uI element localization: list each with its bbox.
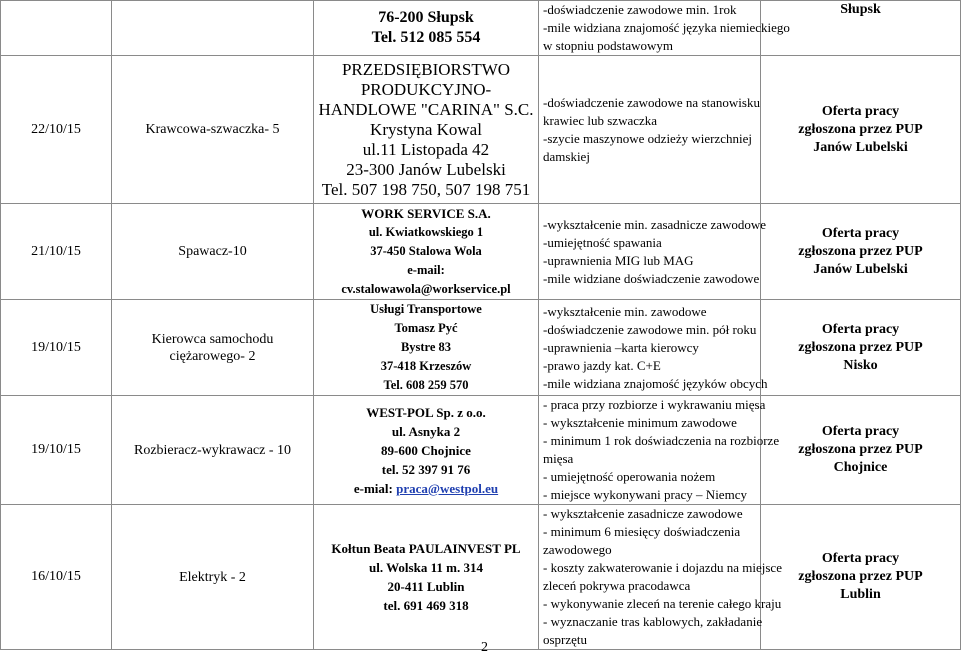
source-line: Oferta pracy <box>821 424 900 439</box>
position-name: Krawcowa-szwaczka- 5 <box>145 122 280 137</box>
position-cell <box>112 300 314 396</box>
source-cell <box>761 505 961 650</box>
requirement-line: - minimum 6 miesięcy doświadczenia <box>543 524 741 539</box>
employer-line: tel. 691 469 318 <box>383 598 469 613</box>
position-name: Elektryk - 2 <box>179 569 246 585</box>
requirement-line: krawiec lub szwaczka <box>543 112 658 128</box>
position-cell <box>112 505 314 650</box>
employer-cell <box>314 505 539 650</box>
source-line: Oferta pracy <box>821 551 900 566</box>
requirement-line: mięsa <box>543 451 574 466</box>
employer-line: ul.11 Listopada 42 <box>362 139 490 159</box>
employer-line: Kołtun Beata PAULAINVEST PL <box>331 541 521 556</box>
position-name: Kierowca samochodu <box>151 331 274 347</box>
requirements-cell <box>539 505 782 650</box>
requirement-line: -umiejętność spawania <box>543 234 662 250</box>
source-line: zgłoszona przez PUP <box>798 339 923 355</box>
requirements-cell <box>539 300 768 396</box>
source-line: Oferta pracy <box>821 225 900 241</box>
source-line: Chojnice <box>833 460 888 475</box>
employer-line: 37-450 Stalowa Wola <box>370 244 482 258</box>
requirement-line: -doświadczenie zawodowe na stanowisku <box>543 94 760 110</box>
requirements-cell <box>539 396 780 505</box>
requirement-line: -prawo jazdy kat. C+E <box>543 357 661 373</box>
employer-cell <box>314 56 539 204</box>
requirement-line: -uprawnienia –karta kierowcy <box>543 339 699 355</box>
position-cell <box>112 204 314 300</box>
requirement-line: -mile widziana znajomość języka niemieckiego <box>543 20 790 35</box>
requirement-line: -wykształcenie min. zasadnicze zawodowe <box>543 216 767 232</box>
requirement-line: w stopniu podstawowym <box>543 38 673 53</box>
table-row <box>1 396 961 505</box>
source-cell <box>761 1 961 56</box>
employer-line: tel. 52 397 91 76 <box>381 461 471 477</box>
employer-line: PRODUKCYJNO- <box>360 79 492 99</box>
employer-line: PRZEDSIĘBIORSTWO <box>341 59 511 79</box>
date-cell: 21/10/15 <box>1 204 112 300</box>
employer-line: ul. Asnyka 2 <box>391 423 461 439</box>
source-line: zgłoszona przez PUP <box>798 569 923 584</box>
source-line: zgłoszona przez PUP <box>798 442 923 457</box>
requirements-cell <box>539 204 767 300</box>
employer-cell <box>314 300 539 396</box>
source-line: Oferta pracy <box>821 103 900 119</box>
page-number: 2 <box>481 640 488 655</box>
requirement-line: - wykonywanie zleceń na terenie całego kraju <box>543 596 782 611</box>
source-line: Oferta pracy <box>821 321 900 337</box>
requirement-line: zawodowego <box>543 542 612 557</box>
employer-line: 37-418 Krzeszów <box>380 359 472 373</box>
employer-email-link[interactable]: praca@westpol.eu <box>396 480 499 496</box>
requirement-line: -doświadczenie zawodowe min. pół roku <box>543 321 757 337</box>
source-line: Nisko <box>843 357 878 373</box>
employer-line: Tomasz Pyć <box>394 321 458 335</box>
source-cell <box>761 300 961 396</box>
requirement-line: -mile widziana znajomość języków obcych <box>543 375 768 391</box>
position-name: Spawacz-10 <box>178 244 247 259</box>
employer-line: Usługi Transportowe <box>370 302 482 316</box>
date-cell: 19/10/15 <box>1 300 112 396</box>
requirement-line: - wykształcenie zasadnicze zawodowe <box>543 506 743 521</box>
source-cell <box>761 56 961 204</box>
requirement-line: zleceń pokrywa pracodawca <box>543 578 691 593</box>
employer-email-label: e-mial: <box>353 480 397 496</box>
source-line: zgłoszona przez PUP <box>798 243 923 259</box>
employer-line: 89-600 Chojnice <box>381 442 471 458</box>
employer-line: Krystyna Kowal <box>370 119 482 139</box>
employer-line: e-mail: <box>407 263 445 277</box>
requirement-line: - praca przy rozbiorze i wykrawaniu mięsa <box>543 397 766 412</box>
date-cell: 16/10/15 <box>1 505 112 650</box>
position-cell <box>112 396 314 505</box>
requirement-line: osprzętu <box>543 632 588 647</box>
requirement-line: - miejsce wykonywani pracy – Niemcy <box>543 487 747 502</box>
requirements-cell <box>539 1 790 56</box>
requirement-line: -wykształcenie min. zawodowe <box>543 303 707 319</box>
employer-cell <box>314 396 539 505</box>
employer-line: Tel. 512 085 554 <box>371 29 481 46</box>
employer-line: WEST-POL Sp. z o.o. <box>366 404 486 420</box>
requirement-line: - minimum 1 rok doświadczenia na rozbiorze <box>543 433 780 448</box>
employer-line: Tel. 507 198 750, 507 198 751 <box>321 179 531 199</box>
table-row <box>1 1 961 56</box>
requirement-line: -uprawnienia MIG lub MAG <box>543 252 694 268</box>
employer-cell <box>314 1 539 56</box>
employer-line: cv.stalowawola@workservice.pl <box>341 282 511 296</box>
table-row <box>1 300 961 396</box>
date-cell <box>1 1 112 56</box>
requirement-line: - wykształcenie minimum zawodowe <box>543 415 737 430</box>
source-cell <box>761 204 961 300</box>
position-cell <box>112 1 314 56</box>
source-line: Janów Lubelski <box>813 261 908 277</box>
table-row <box>1 505 961 650</box>
employer-line: Tel. 608 259 570 <box>383 378 469 392</box>
employer-line: ul. Kwiatkowskiego 1 <box>368 225 484 239</box>
position-name: ciężarowego- 2 <box>169 348 256 364</box>
employer-line: WORK SERVICE S.A. <box>361 206 491 221</box>
source-line: Lublin <box>840 587 881 602</box>
employer-line: Bystre 83 <box>400 340 452 354</box>
source-cell <box>761 396 961 505</box>
employer-line: HANDLOWE "CARINA" S.C. <box>318 99 534 119</box>
requirement-line: -doświadczenie zawodowe min. 1rok <box>543 2 737 17</box>
requirement-line: - koszty zakwaterowanie i dojazdu na miejsce <box>543 560 782 575</box>
date-cell: 19/10/15 <box>1 396 112 505</box>
employer-line: 23-300 Janów Lubelski <box>346 159 506 179</box>
requirement-line: -szycie maszynowe odzieży wierzchniej <box>543 130 752 146</box>
requirement-line: - wyznaczanie tras kablowych, zakładanie <box>543 614 763 629</box>
requirement-line: damskiej <box>543 148 590 164</box>
employer-line: 20-411 Lublin <box>387 579 465 594</box>
employer-line: ul. Wolska 11 m. 314 <box>369 560 483 575</box>
requirements-cell <box>539 56 761 204</box>
position-name: Rozbieracz-wykrawacz - 10 <box>133 442 292 458</box>
date-cell: 22/10/15 <box>1 56 112 204</box>
table-row <box>1 204 961 300</box>
table-row <box>1 56 961 204</box>
employer-line: 76-200 Słupsk <box>378 9 474 26</box>
position-cell <box>112 56 314 204</box>
source-line: Janów Lubelski <box>813 139 908 155</box>
source-line: zgłoszona przez PUP <box>798 121 923 137</box>
employer-email-line <box>314 479 538 498</box>
requirement-line: - umiejętność operowania nożem <box>543 469 716 484</box>
employer-cell <box>314 204 539 300</box>
requirement-line: -mile widziane doświadczenie zawodowe <box>543 270 760 286</box>
source-city: Słupsk <box>840 2 881 17</box>
